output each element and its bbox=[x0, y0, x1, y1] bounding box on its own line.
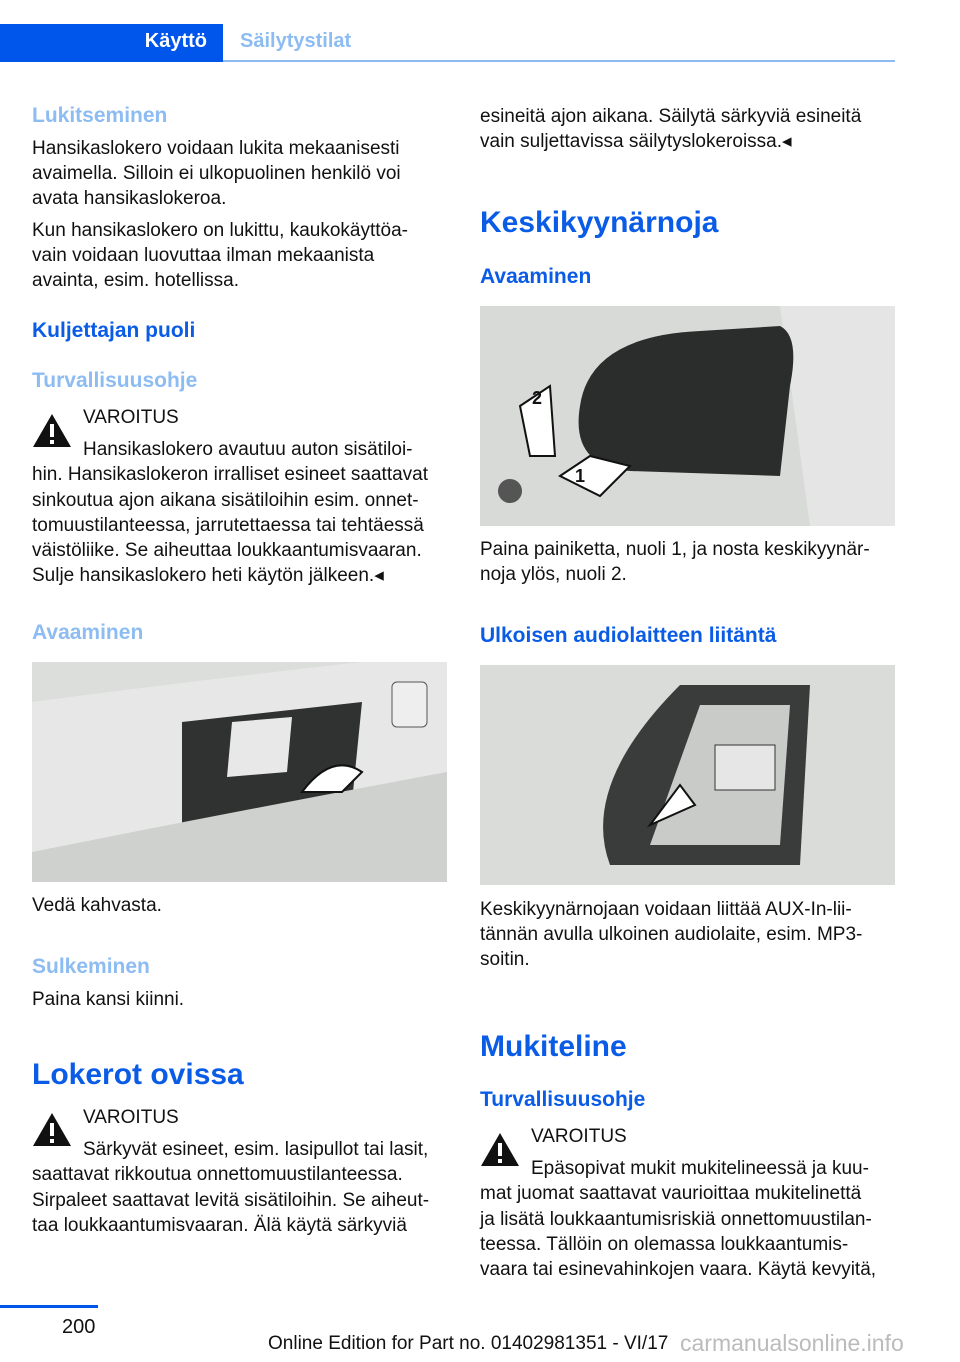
heading-avaaminen: Avaaminen bbox=[480, 265, 592, 288]
tab-kaytto[interactable]: Käyttö bbox=[0, 24, 223, 62]
text-line: Kun hansikaslokero on lukittu, kaukokäyttöa- bbox=[32, 220, 408, 241]
text-line: Särkyvät esineet, esim. lasipullot tai lasit, bbox=[83, 1139, 429, 1161]
warning-title: VAROITUS bbox=[531, 1126, 627, 1147]
text-line: väistöliike. Se aiheuttaa loukkaantumisvaaran. bbox=[32, 540, 422, 562]
warning-title: VAROITUS bbox=[83, 407, 179, 428]
warning-block-3 bbox=[480, 1124, 876, 1282]
text-line: noja ylös, nuoli 2. bbox=[480, 564, 627, 586]
text-line: vain voidaan luovuttaa ilman mekaanista bbox=[32, 245, 375, 267]
text-line: tännän avulla ulkoinen audiolaite, esim. MP3- bbox=[480, 924, 863, 946]
text-line: taa loukkaantumisvaaran. Älä käytä särkyviä bbox=[32, 1214, 407, 1236]
heading-keskikyynarnoja: Keskikyynärnoja bbox=[480, 206, 719, 239]
text-line: esineitä ajon aikana. Säilytä särkyviä esineitä bbox=[480, 106, 862, 127]
warning-block-1 bbox=[32, 405, 428, 588]
text-line: hin. Hansikaslokeron irralliset esineet saattavat bbox=[32, 464, 429, 486]
text-line: Epäsopivat mukit mukitelineessä ja kuu- bbox=[531, 1158, 869, 1180]
heading-kuljettajan-puoli: Kuljettajan puoli bbox=[32, 319, 196, 342]
text-line: tomuustilanteessa, jarrutettaessa tai tehtäessä bbox=[32, 514, 424, 536]
heading-avaaminen: Avaaminen bbox=[32, 621, 144, 644]
text-line: Keskikyynärnojaan voidaan liittää AUX-In-lii- bbox=[480, 899, 852, 920]
text-line: vaara tai esinevahinkojen vaara. Käytä kevyitä, bbox=[480, 1259, 877, 1281]
paragraph-lock-2 bbox=[32, 218, 408, 294]
heading-lukitseminen: Lukitseminen bbox=[32, 104, 168, 127]
text-line: Sirpaleet saattavat levitä sisätiloihin. Se aiheut- bbox=[32, 1189, 430, 1211]
page-number: 200 bbox=[62, 1316, 96, 1338]
arrow-label-2: 2 bbox=[532, 388, 543, 408]
text-line: avainta, esim. hotellissa. bbox=[32, 270, 239, 292]
warning-block-2 bbox=[32, 1105, 429, 1238]
text-line: teessa. Tällöin on olemassa loukkaantumis- bbox=[480, 1233, 849, 1255]
text-line: Sulje hansikaslokero heti käytön jälkeen.◂ bbox=[32, 565, 384, 587]
text-line: avaimella. Silloin ei ulkopuolinen henkilö voi bbox=[32, 163, 401, 185]
paragraph-continued bbox=[480, 104, 861, 154]
paragraph-lock-1 bbox=[32, 136, 401, 212]
footer-edition: Online Edition for Part no. 01402981351 - VI/17 bbox=[268, 1333, 669, 1354]
text-line: mat juomat saattavat vaurioittaa mukitelinettä bbox=[480, 1183, 862, 1205]
aux-image bbox=[480, 665, 895, 885]
heading-mukiteline: Mukiteline bbox=[480, 1030, 627, 1063]
caption-aux bbox=[480, 897, 862, 973]
footer-divider bbox=[0, 1305, 98, 1308]
text-line: sinkoutua ajon aikana sisätiloihin esim. onnet- bbox=[32, 489, 419, 511]
glovebox-image bbox=[32, 662, 447, 882]
text-line: avata hansikaslokeroa. bbox=[32, 188, 227, 210]
text-line: saattavat rikkoutua onnettomuustilanteessa. bbox=[32, 1164, 403, 1186]
paragraph-close: Paina kansi kiinni. bbox=[32, 989, 185, 1010]
armrest-image bbox=[480, 306, 895, 526]
text-line: soitin. bbox=[480, 949, 530, 971]
text-line: ja lisätä loukkaantumisriskiä onnettomuustilan- bbox=[480, 1208, 872, 1230]
heading-ulkoisen-audiolaitteen-liitanta: Ulkoisen audiolaitteen liitäntä bbox=[480, 624, 777, 647]
text-line: vain suljettavissa säilytyslokeroissa.◂ bbox=[480, 131, 792, 153]
heading-lokerot-ovissa: Lokerot ovissa bbox=[32, 1058, 244, 1091]
warning-title: VAROITUS bbox=[83, 1107, 179, 1128]
heading-turvallisuusohje: Turvallisuusohje bbox=[480, 1088, 646, 1111]
heading-turvallisuusohje: Turvallisuusohje bbox=[32, 369, 198, 392]
arrow-label-1: 1 bbox=[575, 466, 586, 486]
text-line: Hansikaslokero avautuu auton sisätiloi- bbox=[83, 439, 413, 461]
text-line: Hansikaslokero voidaan lukita mekaanisesti bbox=[32, 138, 400, 159]
caption-armrest bbox=[480, 537, 870, 587]
watermark: carmanualsonline.info bbox=[680, 1330, 904, 1356]
caption-glovebox: Vedä kahvasta. bbox=[32, 895, 162, 916]
tab-sailytystilat[interactable]: Säilytystilat bbox=[223, 24, 895, 62]
heading-sulkeminen: Sulkeminen bbox=[32, 955, 150, 978]
text-line: Paina painiketta, nuoli 1, ja nosta keskikyynär- bbox=[480, 539, 870, 560]
